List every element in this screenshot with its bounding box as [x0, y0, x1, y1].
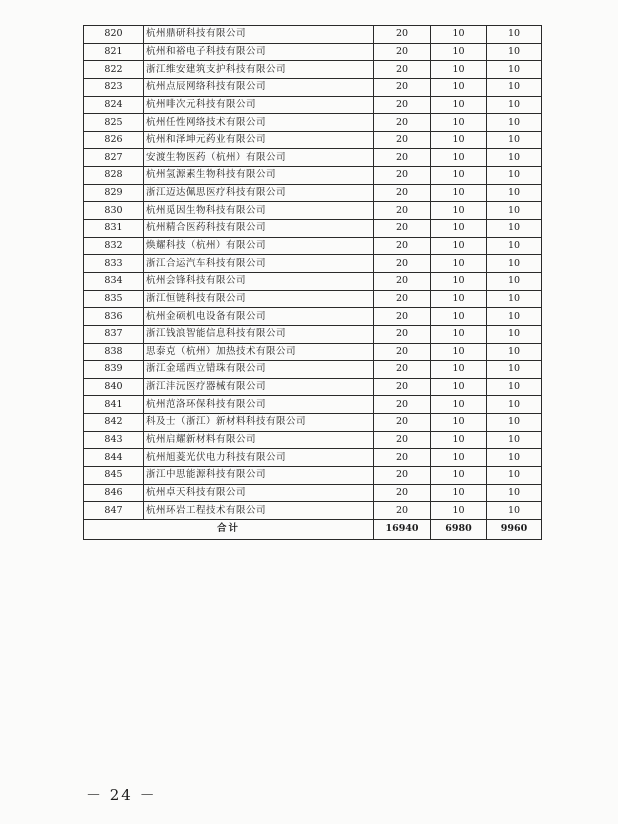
table-body: [84, 26, 542, 520]
value-a: 20: [374, 114, 431, 132]
total-label: 合计: [84, 519, 374, 539]
row-number: 831: [84, 220, 144, 238]
company-name: 杭州和泽坤元药业有限公司: [144, 131, 374, 149]
company-name: 杭州和裕电子科技有限公司: [144, 43, 374, 61]
table-row: [84, 202, 542, 220]
value-c: 10: [487, 449, 542, 467]
table-row: [84, 114, 542, 132]
value-c: 10: [487, 396, 542, 414]
table-row: [84, 431, 542, 449]
total-row: [84, 519, 542, 539]
company-name: 杭州氢源素生物科技有限公司: [144, 167, 374, 185]
value-a: 20: [374, 396, 431, 414]
value-b: 10: [431, 220, 487, 238]
value-c: 10: [487, 290, 542, 308]
table-row: [84, 272, 542, 290]
value-b: 10: [431, 96, 487, 114]
total-value-a: 16940: [374, 519, 431, 539]
value-a: 20: [374, 431, 431, 449]
table-row: [84, 449, 542, 467]
company-name: 杭州卓天科技有限公司: [144, 484, 374, 502]
row-number: 822: [84, 61, 144, 79]
row-number: 845: [84, 467, 144, 485]
value-a: 20: [374, 96, 431, 114]
value-a: 20: [374, 61, 431, 79]
value-a: 20: [374, 149, 431, 167]
value-a: 20: [374, 502, 431, 520]
company-name: 杭州觅因生物科技有限公司: [144, 202, 374, 220]
table-row: [84, 467, 542, 485]
row-number: 820: [84, 26, 144, 44]
row-number: 825: [84, 114, 144, 132]
value-a: 20: [374, 484, 431, 502]
value-a: 20: [374, 378, 431, 396]
value-b: 10: [431, 378, 487, 396]
value-c: 10: [487, 308, 542, 326]
table-row: [84, 220, 542, 238]
value-c: 10: [487, 414, 542, 432]
table-row: [84, 396, 542, 414]
page-number: － 24 －: [86, 786, 157, 804]
company-name: 杭州精合医药科技有限公司: [144, 220, 374, 238]
value-c: 10: [487, 502, 542, 520]
value-b: 10: [431, 325, 487, 343]
row-number: 843: [84, 431, 144, 449]
value-a: 20: [374, 78, 431, 96]
company-name: 科及士（浙江）新材料科技有限公司: [144, 414, 374, 432]
value-c: 10: [487, 184, 542, 202]
company-name: 杭州会锋科技有限公司: [144, 272, 374, 290]
company-name: 杭州旭菱光伏电力科技有限公司: [144, 449, 374, 467]
value-b: 10: [431, 26, 487, 44]
company-name: 杭州点辰网络科技有限公司: [144, 78, 374, 96]
value-c: 10: [487, 343, 542, 361]
row-number: 847: [84, 502, 144, 520]
value-b: 10: [431, 131, 487, 149]
value-c: 10: [487, 167, 542, 185]
value-b: 10: [431, 149, 487, 167]
table-row: [84, 78, 542, 96]
table-row: [84, 96, 542, 114]
row-number: 832: [84, 237, 144, 255]
value-c: 10: [487, 131, 542, 149]
value-c: 10: [487, 378, 542, 396]
value-a: 20: [374, 255, 431, 273]
company-name: 杭州启耀新材料有限公司: [144, 431, 374, 449]
row-number: 826: [84, 131, 144, 149]
value-c: 10: [487, 202, 542, 220]
value-b: 10: [431, 484, 487, 502]
row-number: 841: [84, 396, 144, 414]
company-name: 杭州范洛环保科技有限公司: [144, 396, 374, 414]
value-b: 10: [431, 272, 487, 290]
table-row: [84, 308, 542, 326]
value-a: 20: [374, 131, 431, 149]
company-name: 杭州啡次元科技有限公司: [144, 96, 374, 114]
value-a: 20: [374, 325, 431, 343]
table-row: [84, 290, 542, 308]
value-c: 10: [487, 237, 542, 255]
company-name: 浙江钱浪智能信息科技有限公司: [144, 325, 374, 343]
company-name: 思泰克（杭州）加热技术有限公司: [144, 343, 374, 361]
value-c: 10: [487, 325, 542, 343]
table-row: [84, 184, 542, 202]
value-a: 20: [374, 449, 431, 467]
value-b: 10: [431, 361, 487, 379]
value-c: 10: [487, 114, 542, 132]
table-row: [84, 378, 542, 396]
value-a: 20: [374, 237, 431, 255]
value-c: 10: [487, 272, 542, 290]
value-b: 10: [431, 184, 487, 202]
row-number: 828: [84, 167, 144, 185]
company-name: 安渡生物医药（杭州）有限公司: [144, 149, 374, 167]
table-row: [84, 325, 542, 343]
table-row: [84, 149, 542, 167]
row-number: 834: [84, 272, 144, 290]
row-number: 823: [84, 78, 144, 96]
value-b: 10: [431, 308, 487, 326]
value-c: 10: [487, 149, 542, 167]
row-number: 836: [84, 308, 144, 326]
total-value-c: 9960: [487, 519, 542, 539]
value-a: 20: [374, 202, 431, 220]
row-number: 824: [84, 96, 144, 114]
row-number: 829: [84, 184, 144, 202]
value-c: 10: [487, 78, 542, 96]
value-c: 10: [487, 220, 542, 238]
value-b: 10: [431, 61, 487, 79]
table-row: [84, 131, 542, 149]
value-a: 20: [374, 272, 431, 290]
row-number: 821: [84, 43, 144, 61]
value-c: 10: [487, 61, 542, 79]
row-number: 839: [84, 361, 144, 379]
table-row: [84, 255, 542, 273]
row-number: 833: [84, 255, 144, 273]
value-a: 20: [374, 167, 431, 185]
company-name: 浙江中思能源科技有限公司: [144, 467, 374, 485]
value-b: 10: [431, 202, 487, 220]
value-a: 20: [374, 43, 431, 61]
company-name: 浙江沣沅医疗器械有限公司: [144, 378, 374, 396]
company-name: 浙江合运汽车科技有限公司: [144, 255, 374, 273]
value-a: 20: [374, 343, 431, 361]
company-name: 焕耀科技（杭州）有限公司: [144, 237, 374, 255]
value-b: 10: [431, 237, 487, 255]
company-name: 杭州鼎研科技有限公司: [144, 26, 374, 44]
value-b: 10: [431, 114, 487, 132]
table-row: [84, 343, 542, 361]
value-a: 20: [374, 361, 431, 379]
value-b: 10: [431, 414, 487, 432]
value-b: 10: [431, 502, 487, 520]
table-row: [84, 167, 542, 185]
table-row: [84, 43, 542, 61]
value-b: 10: [431, 43, 487, 61]
value-c: 10: [487, 361, 542, 379]
value-b: 10: [431, 290, 487, 308]
value-a: 20: [374, 414, 431, 432]
table-row: [84, 361, 542, 379]
value-b: 10: [431, 449, 487, 467]
value-a: 20: [374, 308, 431, 326]
table-row: [84, 237, 542, 255]
company-name: 杭州金硕机电设备有限公司: [144, 308, 374, 326]
row-number: 827: [84, 149, 144, 167]
value-b: 10: [431, 467, 487, 485]
value-b: 10: [431, 343, 487, 361]
table-row: [84, 484, 542, 502]
value-c: 10: [487, 255, 542, 273]
value-b: 10: [431, 431, 487, 449]
company-name: 浙江金瑶西立错珠有限公司: [144, 361, 374, 379]
row-number: 844: [84, 449, 144, 467]
value-c: 10: [487, 467, 542, 485]
value-c: 10: [487, 431, 542, 449]
value-a: 20: [374, 220, 431, 238]
row-number: 842: [84, 414, 144, 432]
table-row: [84, 414, 542, 432]
value-a: 20: [374, 184, 431, 202]
company-name: 浙江恒链科技有限公司: [144, 290, 374, 308]
value-a: 20: [374, 26, 431, 44]
table-row: [84, 26, 542, 44]
value-a: 20: [374, 467, 431, 485]
company-table: [83, 25, 542, 540]
row-number: 830: [84, 202, 144, 220]
value-c: 10: [487, 96, 542, 114]
company-name: 杭州环岩工程技术有限公司: [144, 502, 374, 520]
table-row: [84, 61, 542, 79]
total-value-b: 6980: [431, 519, 487, 539]
value-b: 10: [431, 396, 487, 414]
value-c: 10: [487, 484, 542, 502]
company-name: 浙江迈达佩思医疗科技有限公司: [144, 184, 374, 202]
row-number: 837: [84, 325, 144, 343]
value-b: 10: [431, 167, 487, 185]
table-row: [84, 502, 542, 520]
row-number: 838: [84, 343, 144, 361]
row-number: 840: [84, 378, 144, 396]
value-b: 10: [431, 255, 487, 273]
value-b: 10: [431, 78, 487, 96]
value-c: 10: [487, 43, 542, 61]
company-name: 浙江维安建筑支护科技有限公司: [144, 61, 374, 79]
row-number: 846: [84, 484, 144, 502]
value-c: 10: [487, 26, 542, 44]
value-a: 20: [374, 290, 431, 308]
row-number: 835: [84, 290, 144, 308]
company-name: 杭州任性网络技术有限公司: [144, 114, 374, 132]
